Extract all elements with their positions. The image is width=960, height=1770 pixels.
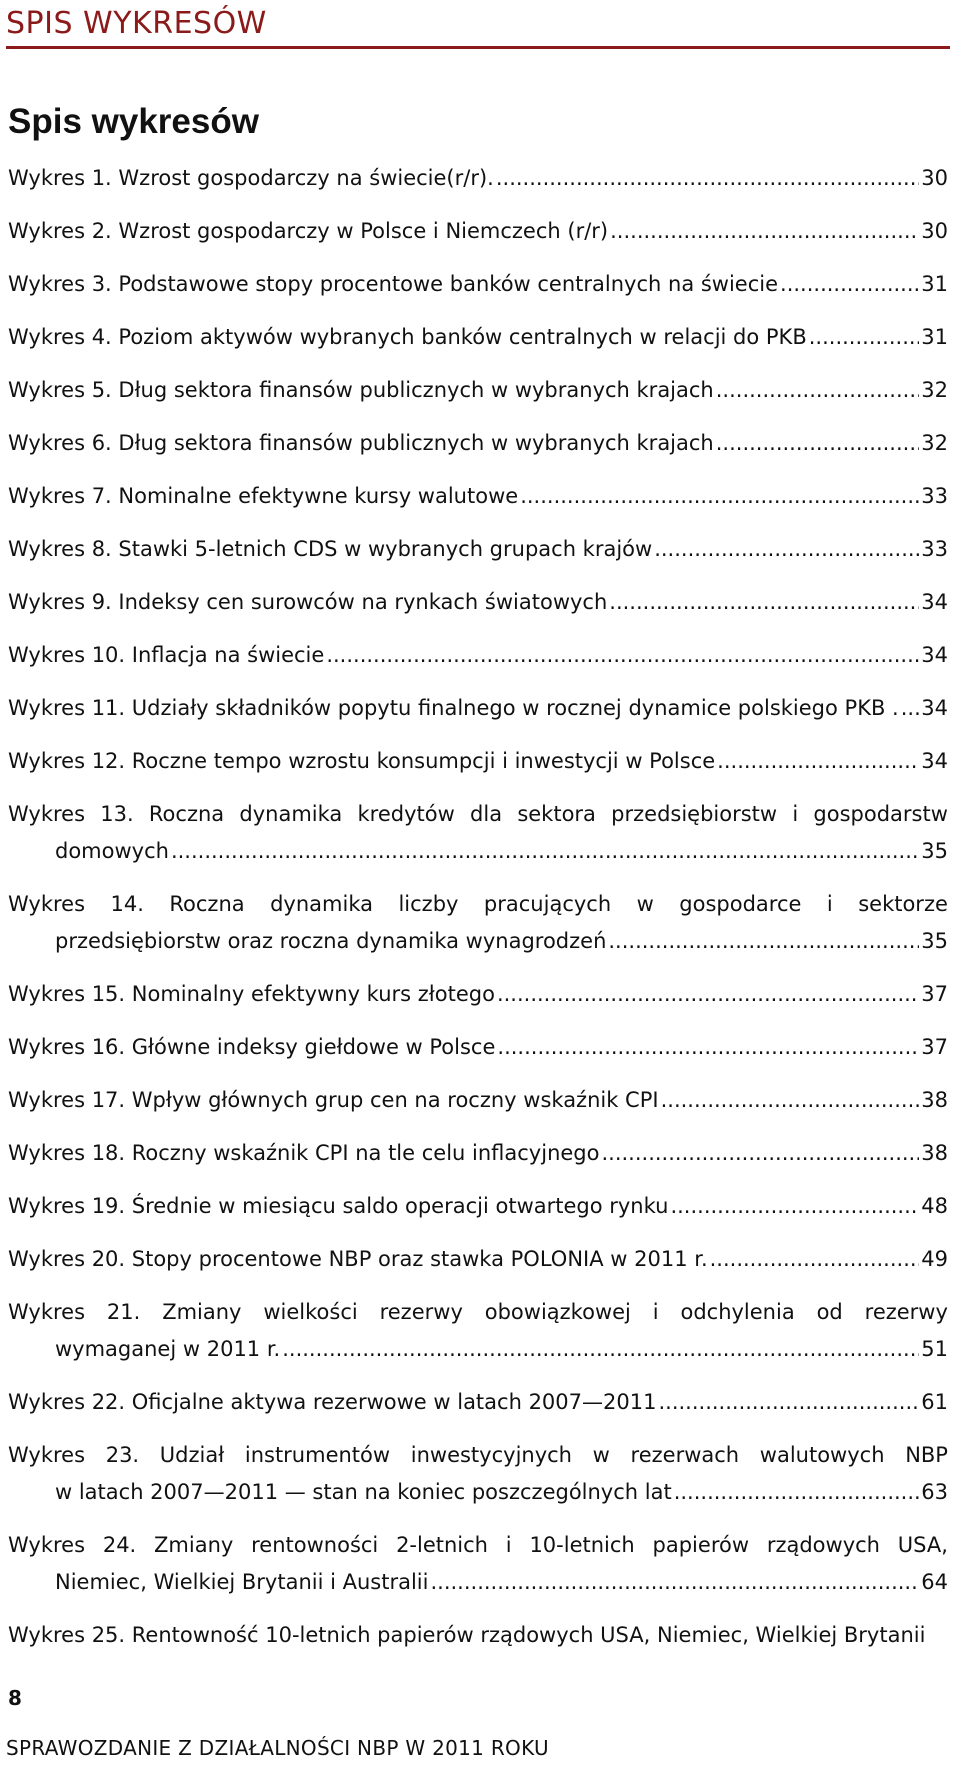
toc-entry[interactable]: [8, 584, 948, 621]
toc-word: rezerwy: [379, 1300, 463, 1324]
toc-entry-page: 31: [921, 272, 948, 296]
toc-entry-row: [8, 1474, 948, 1511]
toc-entry-first-line: [8, 1437, 948, 1474]
toc-entry-row: [8, 923, 948, 960]
toc-word: liczby: [398, 892, 459, 916]
toc-word: Roczna: [169, 892, 245, 916]
toc-word: i: [826, 892, 833, 916]
toc-word: obowiązkowej: [484, 1300, 631, 1324]
toc-word: 14.: [110, 892, 144, 916]
toc-word: rządowych: [766, 1533, 880, 1557]
dot-leader: [674, 1474, 920, 1511]
toc-word: Udział: [159, 1443, 225, 1467]
toc-entry-row: [8, 1082, 948, 1119]
toc-word: rezerwach: [630, 1443, 740, 1467]
dot-leader: [710, 1241, 920, 1278]
toc-word: Wykres: [8, 1533, 86, 1557]
toc-word: gospodarstw: [813, 802, 948, 826]
toc-entry-row: [8, 1331, 948, 1368]
toc-entry-row: [8, 1384, 948, 1421]
dot-leader: [658, 1384, 919, 1421]
toc-entry-page: 37: [921, 1035, 948, 1059]
toc-entry-row: [8, 637, 948, 674]
toc-entry[interactable]: [8, 1384, 948, 1421]
dot-leader: [609, 584, 919, 621]
toc-entry-page: 49: [921, 1247, 948, 1271]
dot-leader: [326, 637, 919, 674]
toc-entry[interactable]: [8, 372, 948, 409]
toc-entry-label: Wykres 2. Wzrost gospodarczy w Polsce i Niemczech (r/r): [8, 219, 609, 243]
toc-entry-label: Wykres 1. Wzrost gospodarczy na świecie(r/r).: [8, 166, 494, 190]
toc-entry-label: wymaganej w 2011 r.: [55, 1337, 281, 1361]
toc-word: dynamika: [270, 892, 373, 916]
dot-leader: [716, 372, 920, 409]
toc-word: Roczna: [148, 802, 225, 826]
toc-entry-label: Wykres 20. Stopy procentowe NBP oraz stawka POLONIA w 2011 r.: [8, 1247, 708, 1271]
dot-leader: [716, 425, 920, 462]
toc-entry[interactable]: [8, 160, 948, 197]
dot-leader: [520, 478, 919, 515]
toc-entry-page: 33: [921, 537, 948, 561]
page-title: Spis wykresów: [8, 102, 259, 141]
toc-entry-label: przedsiębiorstw oraz roczna dynamika wynagrodzeń: [55, 929, 607, 953]
page-number: 8: [8, 1686, 22, 1710]
dot-leader: [809, 319, 920, 356]
toc-word: 24.: [102, 1533, 137, 1557]
toc-word: i: [792, 802, 799, 826]
toc-entry-page: 37: [921, 982, 948, 1006]
toc-entry-row: [8, 833, 948, 870]
toc-entry-row: [8, 690, 948, 727]
toc-word: inwestycyjnych: [410, 1443, 572, 1467]
toc-entry-page: 38: [921, 1088, 948, 1112]
toc-entry-page: 32: [921, 431, 948, 455]
toc-entry-row: [8, 319, 948, 356]
toc-entry-label: Wykres 9. Indeksy cen surowców na rynkach światowych: [8, 590, 608, 614]
toc-entry-first-line: [8, 1294, 948, 1331]
toc-entry-row: [8, 1135, 948, 1172]
toc-entry[interactable]: [8, 637, 948, 674]
toc-entry-page: 35: [921, 839, 948, 863]
toc-entry-page: 48: [921, 1194, 948, 1218]
toc-entry[interactable]: [8, 531, 948, 568]
toc-entry-partial[interactable]: Wykres 25. Rentowność 10-letnich papierów rządowych USA, Niemiec, Wielkiej Brytanii: [8, 1623, 926, 1647]
toc-entry[interactable]: [8, 1082, 948, 1119]
section-title: SPIS WYKRESÓW: [6, 6, 267, 41]
toc-word: odchylenia: [680, 1300, 795, 1324]
toc-entry-row: [8, 976, 948, 1013]
toc-entry-page: 30: [921, 219, 948, 243]
toc-entry-page: 38: [921, 1141, 948, 1165]
toc-entry-row: [8, 478, 948, 515]
toc-entry-row: [8, 1241, 948, 1278]
page-header: [6, 4, 950, 49]
toc-entry-label: Wykres 19. Średnie w miesiącu saldo operacji otwartego rynku: [8, 1194, 669, 1218]
toc-entry-label: Wykres 17. Wpływ głównych grup cen na roczny wskaźnik CPI: [8, 1088, 659, 1112]
dot-leader: [171, 833, 919, 870]
toc-entry-label: Wykres 8. Stawki 5-letnich CDS w wybranych grupach krajów: [8, 537, 653, 561]
toc-entry[interactable]: [8, 1294, 948, 1368]
toc-entry-label: Wykres 4. Poziom aktywów wybranych banków centralnych w relacji do PKB: [8, 325, 807, 349]
table-of-figures: [8, 160, 948, 1654]
toc-entry[interactable]: [8, 743, 948, 780]
toc-entry-row: [8, 1029, 948, 1066]
toc-word: rentowności: [251, 1533, 379, 1557]
toc-entry-label: Niemiec, Wielkiej Brytanii i Australii: [55, 1570, 429, 1594]
toc-word: Wykres: [8, 802, 86, 826]
toc-entry-label: Wykres 18. Roczny wskaźnik CPI na tle celu inflacyjnego: [8, 1141, 600, 1165]
footer-title: SPRAWOZDANIE Z DZIAŁALNOŚCI NBP W 2011 ROKU: [6, 1736, 549, 1760]
toc-entry[interactable]: [8, 478, 948, 515]
toc-word: Zmiany: [162, 1300, 242, 1324]
toc-entry-label: Wykres 11. Udziały składników popytu finalnego w rocznej dynamice polskiego PKB .: [8, 696, 899, 720]
toc-word: 23.: [105, 1443, 140, 1467]
toc-entry-page: 31: [921, 325, 948, 349]
toc-word: instrumentów: [244, 1443, 391, 1467]
toc-entry-row: [8, 1564, 948, 1601]
toc-entry-label: Wykres 5. Dług sektora finansów publicznych w wybranych krajach: [8, 378, 714, 402]
toc-word: gospodarce: [679, 892, 802, 916]
toc-entry-page: 32: [921, 378, 948, 402]
toc-entry-page: 64: [921, 1570, 948, 1594]
toc-word: sektorze: [858, 892, 948, 916]
toc-word: od: [816, 1300, 843, 1324]
toc-entry[interactable]: [8, 1527, 948, 1601]
toc-entry[interactable]: [8, 886, 948, 960]
toc-entry[interactable]: [8, 796, 948, 870]
toc-word: dla: [470, 802, 503, 826]
toc-entry-page: 30: [921, 166, 948, 190]
toc-entry-page: 61: [921, 1390, 948, 1414]
toc-entry[interactable]: [8, 425, 948, 462]
toc-entry-label: Wykres 10. Inflacja na świecie: [8, 643, 325, 667]
toc-word: Wykres: [8, 892, 86, 916]
toc-word: dynamika: [239, 802, 343, 826]
toc-entry-row: [8, 425, 948, 462]
toc-entry-row: [8, 584, 948, 621]
toc-word: w: [636, 892, 654, 916]
toc-word: sektora: [517, 802, 596, 826]
dot-leader: [670, 1188, 919, 1225]
toc-word: rezerwy: [864, 1300, 948, 1324]
toc-entry[interactable]: [8, 690, 948, 727]
toc-word: 10-letnich: [529, 1533, 635, 1557]
toc-entry[interactable]: [8, 319, 948, 356]
dot-leader: [610, 213, 919, 250]
toc-word: 21.: [106, 1300, 141, 1324]
dot-leader: [654, 531, 919, 568]
toc-entry[interactable]: [8, 1029, 948, 1066]
toc-entry[interactable]: [8, 1135, 948, 1172]
toc-entry-row: [8, 743, 948, 780]
toc-entry-row: [8, 160, 948, 197]
toc-entry-first-line: [8, 796, 948, 833]
toc-entry-label: w latach 2007—2011 — stan na koniec poszczególnych lat: [55, 1480, 672, 1504]
toc-entry-row: [8, 531, 948, 568]
toc-word: NBP: [905, 1443, 948, 1467]
toc-entry-page: 35: [921, 929, 948, 953]
toc-entry-row: [8, 372, 948, 409]
dot-leader: [717, 743, 919, 780]
toc-word: i: [505, 1533, 512, 1557]
header-rule: [6, 46, 950, 49]
dot-leader: [901, 690, 920, 727]
toc-entry-label: Wykres 16. Główne indeksy giełdowe w Polsce: [8, 1035, 496, 1059]
dot-leader: [601, 1135, 919, 1172]
toc-entry-label: Wykres 12. Roczne tempo wzrostu konsumpcji i inwestycji w Polsce: [8, 749, 716, 773]
toc-entry[interactable]: [8, 266, 948, 303]
toc-word: Wykres: [8, 1443, 86, 1467]
dot-leader: [282, 1331, 919, 1368]
toc-entry-label: Wykres 3. Podstawowe stopy procentowe banków centralnych na świecie: [8, 272, 779, 296]
toc-entry-page: 63: [921, 1480, 948, 1504]
toc-entry-page: 34: [921, 749, 948, 773]
toc-entry-label: Wykres 22. Oficjalne aktywa rezerwowe w latach 2007—2011: [8, 1390, 657, 1414]
toc-word: Wykres: [8, 1300, 86, 1324]
toc-word: 13.: [100, 802, 134, 826]
dot-leader: [430, 1564, 919, 1601]
toc-entry-label: domowych: [55, 839, 169, 863]
toc-entry-label: Wykres 7. Nominalne efektywne kursy walutowe: [8, 484, 519, 508]
toc-word: kredytów: [357, 802, 455, 826]
toc-entry[interactable]: [8, 1188, 948, 1225]
toc-entry-page: 34: [921, 643, 948, 667]
toc-entry-row: [8, 1188, 948, 1225]
dot-leader: [497, 976, 919, 1013]
toc-entry-label: Wykres 6. Dług sektora finansów publicznych w wybranych krajach: [8, 431, 714, 455]
toc-word: w: [592, 1443, 610, 1467]
toc-word: przedsiębiorstw: [611, 802, 778, 826]
toc-entry-row: [8, 266, 948, 303]
toc-entry-first-line: [8, 1527, 948, 1564]
toc-word: walutowych: [759, 1443, 885, 1467]
dot-leader: [496, 160, 919, 197]
toc-word: papierów: [652, 1533, 750, 1557]
toc-word: USA,: [897, 1533, 948, 1557]
toc-entry[interactable]: [8, 1241, 948, 1278]
toc-entry-page: 34: [921, 590, 948, 614]
toc-word: Zmiany: [154, 1533, 234, 1557]
dot-leader: [497, 1029, 919, 1066]
toc-entry[interactable]: [8, 1437, 948, 1511]
toc-entry-page: 34: [921, 696, 948, 720]
toc-word: pracujących: [483, 892, 612, 916]
toc-entry-row: [8, 213, 948, 250]
toc-entry-first-line: [8, 886, 948, 923]
toc-word: i: [652, 1300, 659, 1324]
toc-entry[interactable]: [8, 213, 948, 250]
toc-word: 2-letnich: [396, 1533, 488, 1557]
toc-entry-page: 33: [921, 484, 948, 508]
dot-leader: [661, 1082, 920, 1119]
dot-leader: [608, 923, 919, 960]
toc-entry[interactable]: [8, 976, 948, 1013]
dot-leader: [780, 266, 919, 303]
toc-word: wielkości: [263, 1300, 358, 1324]
toc-entry-page: 51: [921, 1337, 948, 1361]
toc-entry-label: Wykres 15. Nominalny efektywny kurs złotego: [8, 982, 495, 1006]
